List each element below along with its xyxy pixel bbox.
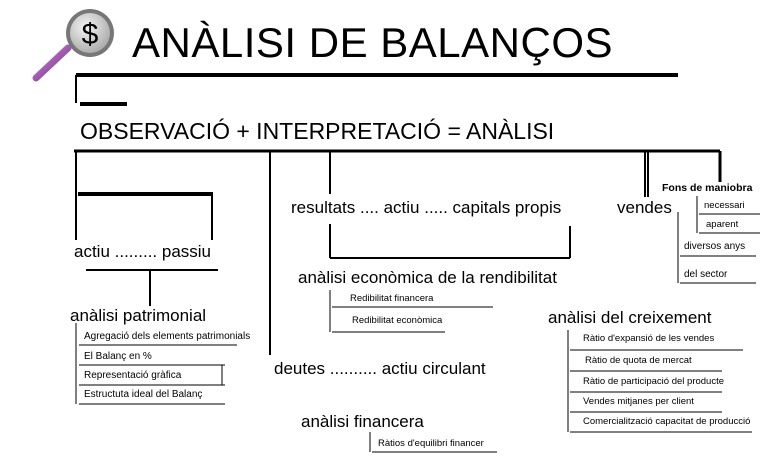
list-item: Ràtio de quota de mercat [585, 355, 692, 366]
financera-pair: deutes .......... actiu circulant [274, 359, 486, 378]
list-item: Representació gràfica [84, 370, 182, 381]
list-item: necessari [704, 200, 745, 211]
list-item: Ràtio d'expansió de les vendes [583, 333, 715, 344]
list-item: aparent [706, 219, 739, 230]
magnifier-dollar-icon [26, 6, 118, 88]
list-item: Estructuta ideal del Balanç [84, 389, 203, 400]
financera-heading: anàlisi financera [301, 412, 424, 431]
economica-heading: anàlisi econòmica de la rendibilitat [298, 268, 557, 287]
economica-pair: resultats .... actiu ..... capitals propis [291, 198, 562, 217]
main-equation: OBSERVACIÓ + INTERPRETACIÓ = ANÀLISI [80, 118, 555, 144]
list-item: del sector [684, 269, 728, 280]
patrimonial-pair: actiu ......... passiu [74, 242, 212, 261]
list-item: Redibilitat financera [350, 293, 434, 304]
list-item: Vendes mitjanes per client [583, 396, 694, 407]
creixement-heading: anàlisi del creixement [548, 308, 712, 327]
list-item: Redibilitat econòmica [352, 315, 443, 326]
list-item: Comercialització capacitat de producció [583, 416, 751, 427]
list-item: Ràtio de participació del producte [583, 376, 725, 387]
page-title: ANÀLISI DE BALANÇOS [132, 19, 613, 66]
creixement-pair: vendes [617, 198, 672, 217]
patrimonial-heading: anàlisi patrimonial [70, 306, 207, 325]
list-item: Ràtios d'equilibri financer [378, 438, 484, 449]
svg-text:$: $ [81, 18, 99, 51]
list-item: El Balanç en % [84, 351, 152, 362]
fons-heading: Fons de maniobra [662, 182, 753, 194]
list-item: Agregació dels elements patrimonials [84, 331, 251, 342]
list-item: diversos anys [684, 241, 746, 252]
